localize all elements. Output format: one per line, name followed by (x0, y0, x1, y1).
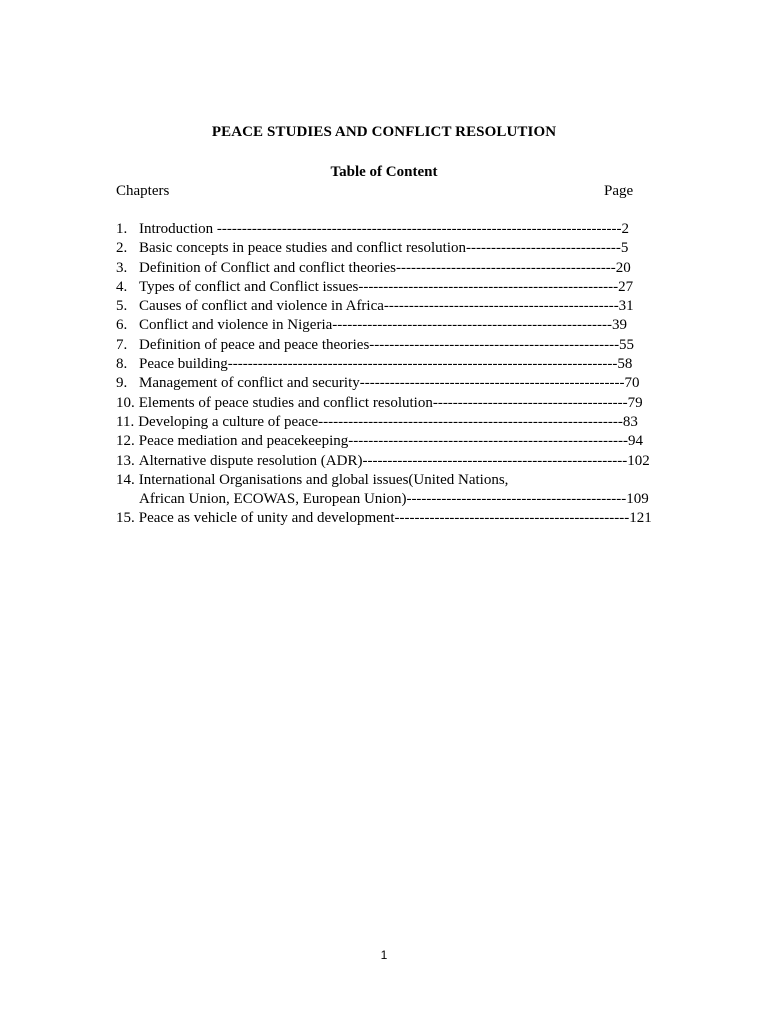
toc-entry-number: 13. (116, 452, 135, 469)
toc-entry-number: 7. (116, 336, 128, 353)
toc-entry-text: Developing a culture of peace-------------------------------------------------------------83 (138, 413, 638, 430)
toc-entry-number: 5. (116, 298, 128, 315)
toc-entry-text: Definition of peace and peace theories--------------------------------------------------55 (139, 336, 635, 353)
toc-entry-text: Peace as vehicle of unity and development-----------------------------------------------121 (138, 510, 652, 527)
toc-entry-8 (116, 355, 676, 374)
toc-entry-text: Alternative dispute resolution (ADR)-----------------------------------------------------102 (138, 452, 650, 469)
toc-entry-text: Basic concepts in peace studies and conflict resolution-------------------------------5 (139, 240, 629, 257)
toc-entry-text: Causes of conflict and violence in Africa-----------------------------------------------31 (139, 298, 634, 315)
toc-entry-text: Conflict and violence in Nigeria--------------------------------------------------------39 (139, 317, 627, 334)
toc-entry-number: 6. (116, 317, 128, 334)
toc-entry-text: Types of conflict and Conflict issues----------------------------------------------------27 (139, 278, 634, 295)
toc-entry-7 (116, 336, 676, 355)
page-column-header: Page (604, 183, 634, 199)
toc-entry-2 (116, 239, 676, 258)
toc-entry-text: Peace mediation and peacekeeping--------------------------------------------------------94 (138, 433, 643, 450)
toc-entry-number: 9. (116, 375, 128, 392)
toc-entry-6 (116, 316, 676, 335)
toc-entry-number: 3. (116, 259, 128, 276)
toc-entry-text: Elements of peace studies and conflict resolution---------------------------------------79 (138, 394, 643, 411)
toc-entry-1 (116, 220, 676, 239)
toc-entry-text: African Union, ECOWAS, European Union)--------------------------------------------109 (139, 491, 649, 508)
toc-entry-text: Management of conflict and security-----------------------------------------------------70 (139, 375, 640, 392)
toc-entry-14 (116, 471, 676, 490)
toc-heading: Table of Content (330, 164, 438, 180)
toc-entry-9 (116, 374, 676, 393)
chapters-column-header: Chapters (116, 183, 170, 199)
toc-entry-12 (116, 432, 676, 451)
toc-entry-text: Peace building------------------------------------------------------------------------------58 (139, 356, 633, 373)
toc-entry-number: 1. (116, 221, 128, 237)
toc-entry-3 (116, 259, 676, 278)
toc-entry-number: 14. (116, 471, 135, 488)
toc-entry-text: International Organisations and global issues(United Nations, (138, 471, 509, 488)
toc-entry-text: Definition of Conflict and conflict theories--------------------------------------------20 (139, 259, 631, 276)
toc-entry-10 (116, 394, 676, 413)
document-title: PEACE STUDIES AND CONFLICT RESOLUTION (211, 124, 557, 140)
toc-entry-13 (116, 452, 676, 471)
toc-entry-14-continuation (116, 490, 676, 509)
toc-entry-number: 12. (116, 433, 135, 450)
toc-entry-15 (116, 509, 676, 528)
toc-entry-number: 10. (116, 394, 135, 411)
toc-entry-number: 8. (116, 356, 128, 373)
toc-entry-number: 4. (116, 278, 128, 295)
toc-entry-11 (116, 413, 676, 432)
toc-list (116, 220, 676, 529)
toc-entry-number: 11. (116, 413, 135, 430)
page-number: 1 (380, 948, 388, 962)
toc-entry-number: 2. (116, 240, 128, 257)
toc-entry-number: 15. (116, 510, 135, 527)
toc-entry-5 (116, 297, 676, 316)
toc-entry-4 (116, 278, 676, 297)
toc-entry-text: Introduction ---------------------------------------------------------------------------------2 (139, 221, 630, 237)
